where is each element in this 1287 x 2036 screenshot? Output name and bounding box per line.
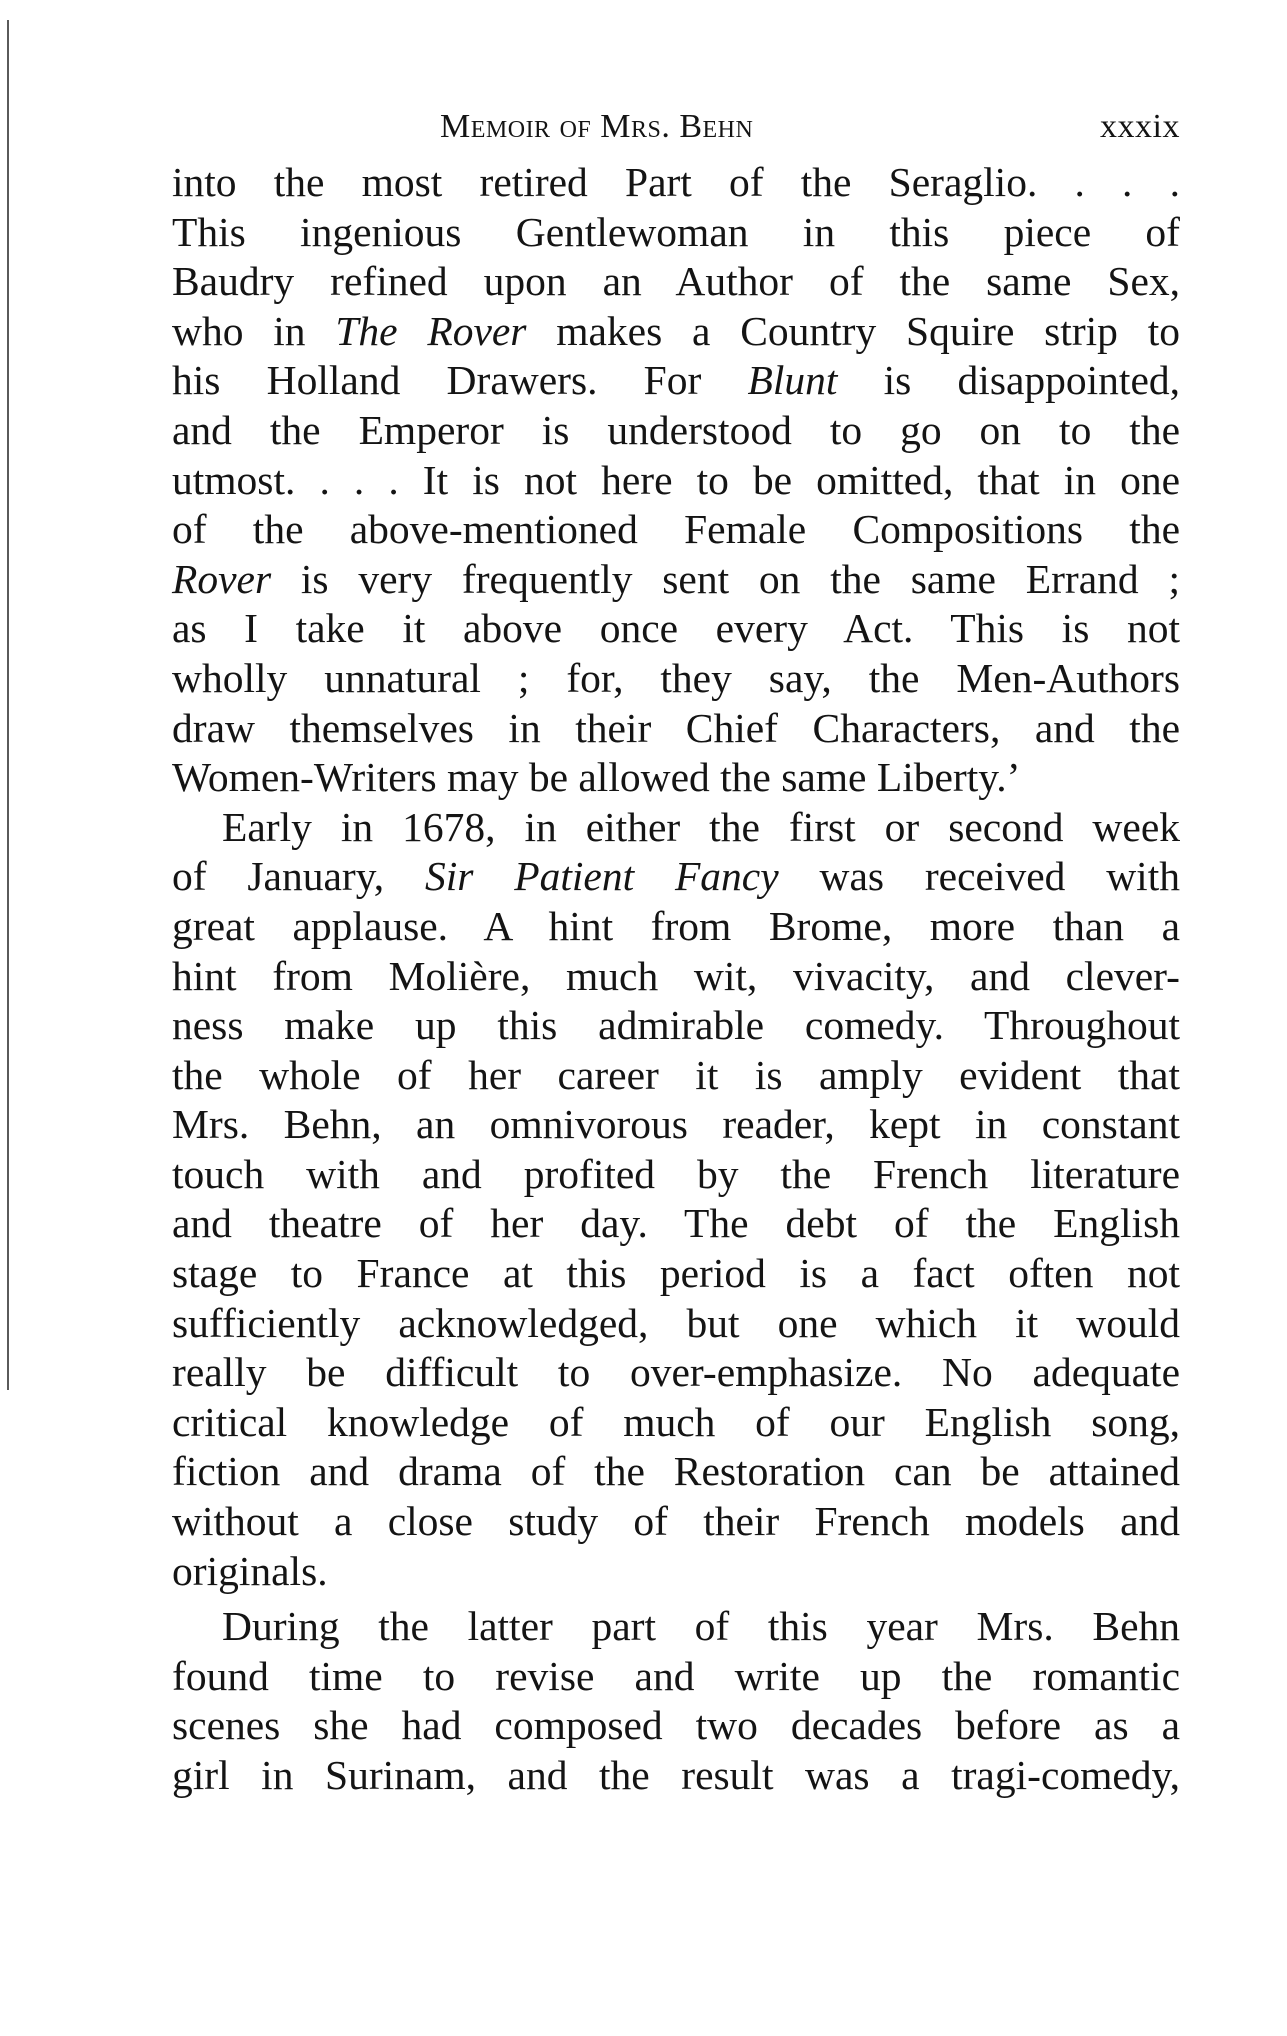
page-edge-line — [7, 20, 9, 1390]
text-line: into the most retired Part of the Seraglio. . . . — [172, 159, 1180, 205]
text-line: sufficiently acknowledged, but one which it would — [172, 1299, 1180, 1346]
text-line: the whole of her career it is amply evident that — [172, 1051, 1180, 1098]
text-line: utmost. . . . It is not here to be omitted, that in one — [172, 456, 1180, 503]
text-line: originals. — [172, 1547, 328, 1594]
text-line: great applause. A hint from Brome, more than a — [172, 902, 1180, 949]
text-line: fiction and drama of the Restoration can be attained — [172, 1448, 1180, 1495]
play-title: The Rover — [335, 307, 527, 354]
text-line: without a close study of their French models and — [172, 1498, 1180, 1545]
book-page — [172, 108, 1180, 1801]
running-head — [172, 108, 1180, 158]
text-line: critical knowledge of much of our English song, — [172, 1398, 1180, 1445]
text-line: During the latter part of this year Mrs. Behn — [222, 1603, 1180, 1650]
character-name: Blunt — [747, 357, 838, 404]
text-line: Baudry refined upon an Author of the same Sex, — [172, 258, 1180, 305]
text-line: of January, Sir Patient Fancy was received with — [172, 853, 1180, 900]
text-line: and the Emperor is understood to go on to the — [172, 406, 1180, 453]
text-line: Mrs. Behn, an omnivorous reader, kept in constant — [172, 1101, 1180, 1148]
text-line: Early in 1678, in either the first or second week — [222, 803, 1180, 850]
text-line: scenes she had composed two decades before as a — [172, 1702, 1180, 1749]
text-line: really be difficult to over-emphasize. No adequate — [172, 1349, 1180, 1396]
text-line: of the above-mentioned Female Compositions the — [172, 506, 1180, 553]
page-number: xxxix — [1100, 108, 1180, 145]
text-line: hint from Molière, much wit, vivacity, and clever- — [172, 952, 1180, 999]
text-line: found time to revise and write up the romantic — [172, 1652, 1180, 1699]
play-title: Rover — [172, 555, 272, 602]
text-line: stage to France at this period is a fact often not — [172, 1250, 1180, 1297]
text-line: as I take it above once every Act. This is not — [172, 605, 1180, 652]
text-line: Rover is very frequently sent on the same Errand ; — [172, 555, 1180, 602]
text-line: who in The Rover makes a Country Squire strip to — [172, 307, 1180, 354]
text-line: draw themselves in their Chief Characters, and the — [172, 704, 1180, 751]
text-line: This ingenious Gentlewoman in this piece of — [172, 208, 1180, 255]
text-line: and theatre of her day. The debt of the English — [172, 1200, 1180, 1247]
text-line: girl in Surinam, and the result was a tragi-comedy, — [172, 1752, 1180, 1798]
text-line: wholly unnatural ; for, they say, the Men-Authors — [172, 654, 1180, 701]
body-text — [172, 158, 1180, 1801]
text-line: touch with and profited by the French literature — [172, 1150, 1180, 1197]
text-line: his Holland Drawers. For Blunt is disappointed, — [172, 357, 1180, 404]
play-title: Sir Patient Fancy — [424, 853, 779, 900]
text-line: Women-Writers may be allowed the same Liberty.’ — [172, 754, 1021, 801]
running-title: Memoir of Mrs. Behn — [440, 108, 754, 145]
text-line: ness make up this admirable comedy. Throughout — [172, 1002, 1180, 1049]
